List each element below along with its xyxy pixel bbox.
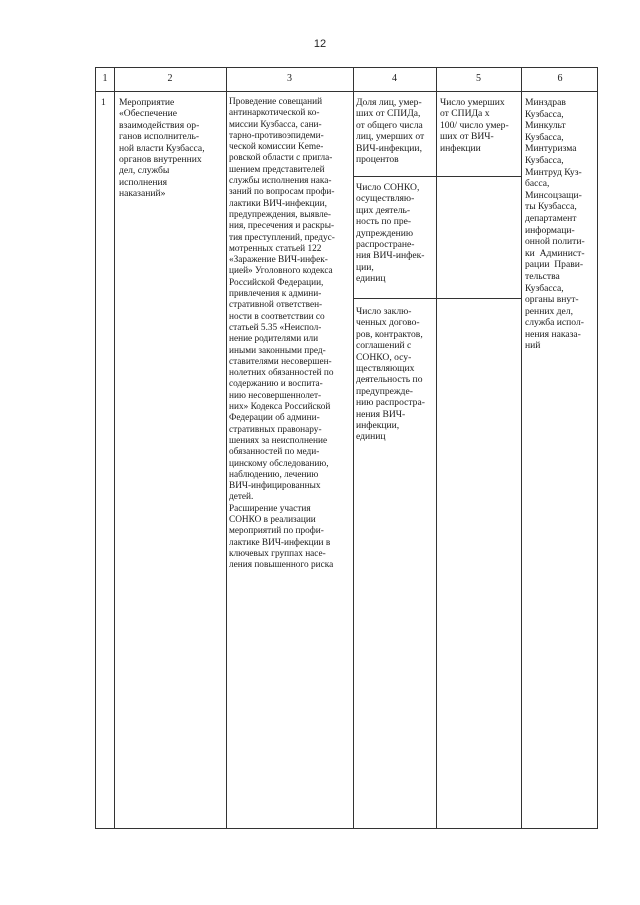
header-col-4: 4 [392,73,397,84]
page-number: 12 [313,38,327,50]
event-name: Мероприятие «Обеспечение взаимодействия ор- ганов исполнитель- ной власти Кузбасса, органов внутренних дел, службы исполнения наказаний» [119,97,205,200]
header-col-1: 1 [102,73,108,84]
row-number: 1 [101,97,106,108]
event-content: Проведение совещаний антинаркотической ко- миссии Кузбасса, сани- тарно-противоэпидеми- ческой комиссии Keme- ровской области с пригла- шением представителей службы исполнения нака- заний по вопросам профи- лактики ВИЧ-инфекции, предупреждения, выявле- ния, пресечения и раскры- тия преступлений, предус- мотренных статьей 122 «Заражение ВИЧ-инфек- цией» Уголовного кодекса Российской Федерации, привлечения к админи- стративной ответствен- ности в соответствии со статьей 5.35 «Неиспол- нение родителями или иными законными пред- ставителями несовершен- нолетних обязанностей по содержанию и воспита- нию несовершеннолет- них» Кодекса Российской Федерации об админи- стративных правонару- шениях за неисполнение обязанностей по меди- цинскому обследованию, наблюдению, лечению ВИЧ-инфицированных детей. Расширение участия СОНКО в реализации мероприятий по профи- лактике ВИЧ-инфекции в ключевых группах насе- ления повышенного риска [229,97,335,571]
subrow-divider [353,176,521,177]
indicator-3: Число заклю- ченных догово- ров, контрактов, соглашений с СОНКО, осу- ществляющих деятельность по предупрежде- нию распростра- нения ВИЧ- инфекции, единиц [356,306,425,443]
header-col-5: 5 [476,73,481,84]
col-divider [521,68,522,828]
program-table [95,67,598,829]
col-divider [353,68,354,828]
header-col-2: 2 [167,73,173,84]
indicator-2: Число СОНКО, осуществляю- щих деятель- ность по пре- дупреждению распростране- ния ВИЧ-инфек- ции, единиц [356,182,425,285]
calculation-method: Число умерших от СПИДа x 100/ число умер- ших от ВИЧ- инфекции [440,97,509,154]
header-col-3: 3 [287,73,292,84]
indicator-1: Доля лиц, умер- ших от СПИДа, от общего числа лиц, умерших от ВИЧ-инфекции, процентов [356,97,425,166]
col-divider [226,68,227,828]
col-divider [114,68,115,828]
header-divider [96,91,597,92]
header-col-6: 6 [557,73,563,84]
col-divider [436,68,437,828]
subrow-divider [353,298,521,299]
responsible-executors: Минздрав Кузбасса, Минкульт Кузбасса, Минтуризма Кузбасса, Минтруд Куз- басса, Минсоцзащи- ты Кузбасса, департамент информаци- онной полити- ки Админист- рации Прави- тельства Кузбасса, органы внут- ренних дел, служба испол- нения наказа- ний [525,97,585,352]
